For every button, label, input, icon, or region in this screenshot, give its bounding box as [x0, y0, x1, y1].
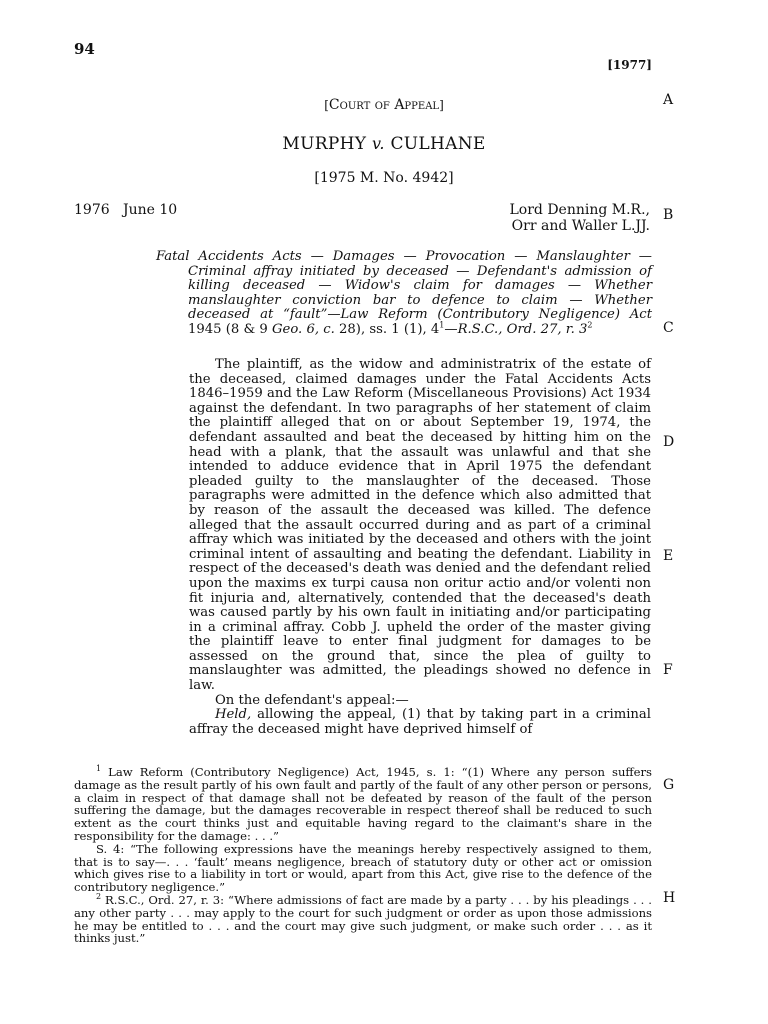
catchwords-text: Fatal Accidents Acts — Damages — Provocation — Manslaughter — Criminal affray initiated by deceased — Defendant's admission of killing deceased — Widow's claim for damages — Whether manslaughter conviction bar to defence to claim — Whether deceased at “fault”—Law Reform (Contributory Negligence) Act: [156, 249, 652, 323]
appeal-paragraph: On the defendant's appeal:—: [215, 692, 409, 708]
footnote-1-s4: S. 4: “The following expressions have the meanings hereby respectively assigned to them, that is to say—. . . ‘fault’ means negligence, breach of statutory duty or other act or omission which gives rise to a liability in tort or would, apart from this Act, give rise to the defence of the contributory negligence.”: [74, 841, 652, 895]
footnote-marker-1: 1: [439, 320, 445, 330]
margin-letter-h: H: [663, 890, 676, 906]
case-title: [0, 134, 768, 154]
margin-letter-d: D: [663, 434, 675, 450]
decision-day: June 10: [123, 202, 178, 218]
plaintiff-name: MURPHY: [282, 134, 367, 154]
held-label: Held,: [215, 707, 252, 723]
footnotes: [74, 766, 652, 945]
margin-letter-b: B: [663, 207, 674, 223]
facts-paragraph: The plaintiff, as the widow and administratrix of the estate of the deceased, claimed damages under the Fatal Accidents Acts 1846–1959 and the Law Reform (Miscellaneous Provisions) Act 1934 against the defendant. In two paragraphs of her statement of claim the plaintiff alleged that on or about September 19, 1974, the defendant assaulted and beat the deceased by hitting him on the head with a plank, that the assault was unlawful and that she intended to adduce evidence that in April 1975 the defendant pleaded guilty to the manslaughter of the deceased. Those paragraphs were admitted in the defence which also admitted that by reason of the assault the deceased was killed. The defence alleged that the assault occurred during and as part of a criminal affray which was initiated by the deceased and others with the joint criminal intent of assaulting and beating the defendant. Liability in respect of the deceased's death was denied and the defendant relied upon the maxims ex turpi causa non oritur actio and/or volenti non fit injuria and, alternatively, contended that the deceased's death was caused partly by his own fault in initiating and/or participating in a criminal affray. Cobb J. upheld the order of the master giving the plaintiff leave to enter final judgment for damages to be assessed on the ground that, since the plea of guilty to manslaughter was admitted, the pleadings showed no defence in law.: [189, 357, 651, 694]
headnote-body: [189, 358, 651, 737]
defendant-name: CULHANE: [390, 134, 486, 154]
footnote-1-text: Law Reform (Contributory Negligence) Act, 1945, s. 1: “(1) Where any person suffers damage as the result partly of his own fault and partly of the fault of any other person or persons, a claim in respect of that damage shall not be defeated by reason of the fault of the person suffering the damage, but the damages recoverable in respect thereof shall be reduced to such extent as the court thinks just and equitable having regard to the claimant's share in the responsibility for the damage: . . .”: [74, 765, 653, 843]
held-paragraph: [189, 708, 651, 737]
judges-line-1: Lord Denning M.R.,: [509, 202, 650, 218]
statute-reference: Geo. 6, c.: [272, 321, 335, 337]
page-number: 94: [74, 40, 95, 58]
rules-reference: —R.S.C., Ord. 27, r. 3: [444, 321, 588, 337]
held-text: allowing the appeal, (1) that by taking part in a criminal affray the deceased might have deprived himself of: [189, 707, 651, 737]
case-citation: [1975 M. No. 4942]: [314, 170, 454, 186]
footnote-2-marker: 2: [96, 892, 102, 902]
footnote-2: [74, 894, 652, 945]
footnote-marker-2: 2: [587, 320, 593, 330]
margin-letter-a: A: [663, 92, 674, 108]
headnote-catchwords: [156, 250, 652, 338]
statute-sections: 28), ss. 1 (1), 4: [339, 321, 440, 337]
versus-label: v.: [371, 134, 385, 153]
judges-line-2: Orr and Waller L.JJ.: [511, 218, 650, 234]
decision-date: [74, 202, 177, 218]
footnote-1: [74, 766, 652, 843]
footnote-2-text: R.S.C., Ord. 27, r. 3: “Where admissions of fact are made by a party . . . by his pleadings . . . any other party . . . may apply to the court for such judgment or order as upon those admissions he may be entitled to . . . and the court may give such judgment, or make such order . . . as it thinks just.”: [74, 892, 652, 946]
footnote-1-marker: 1: [96, 764, 102, 774]
margin-letter-f: F: [663, 662, 673, 678]
margin-letter-c: C: [663, 320, 674, 336]
volume-year: [1977]: [607, 58, 652, 72]
margin-letter-g: G: [663, 777, 675, 793]
court-label: Court of Appeal: [328, 97, 440, 113]
court-name: [Court of Appeal]: [324, 97, 444, 113]
statute-year: 1945 (8 & 9: [188, 321, 268, 337]
decision-year: 1976: [74, 202, 110, 218]
margin-letter-e: E: [663, 548, 674, 564]
judges: [509, 202, 650, 234]
